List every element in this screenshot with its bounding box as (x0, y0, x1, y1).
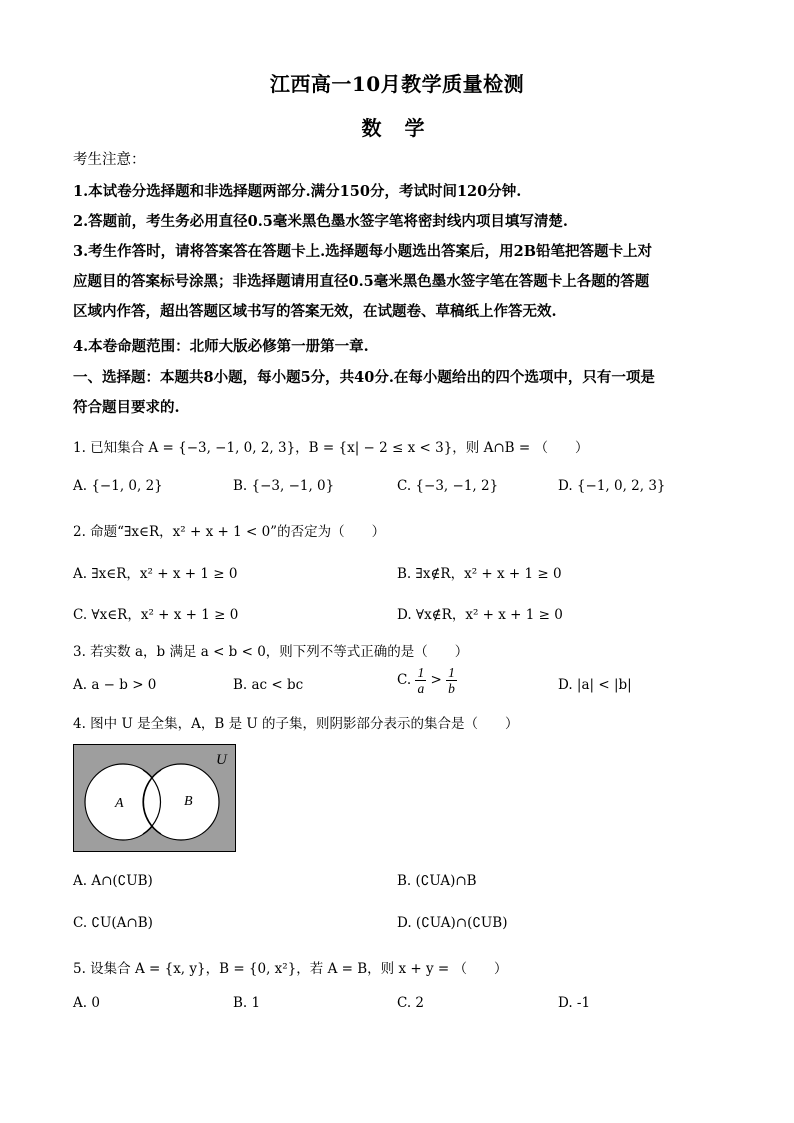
question-4-option-b: B. (∁UA)∩B (397, 873, 477, 889)
question-1-option-c: C. {−3, −1, 2} (397, 478, 499, 494)
question-1-option-a: A. {−1, 0, 2} (73, 478, 163, 494)
question-2-option-c: C. ∀x∈R，x² + x + 1 ≥ 0 (73, 607, 239, 623)
fraction-denominator: b (448, 681, 455, 696)
question-5-option-d: D. -1 (558, 995, 591, 1011)
fraction-one-over-b (446, 665, 457, 696)
question-5-option-b: B. 1 (233, 995, 261, 1011)
question-2-option-b: B. ∃x∉R，x² + x + 1 ≥ 0 (397, 566, 562, 582)
notice-item-3-line-1: 3.考生作答时，请将答案答在答题卡上.选择题每小题选出答案后，用2B铅笔把答题卡上对 (73, 243, 653, 260)
question-4-option-a: A. A∩(∁UB) (73, 873, 153, 889)
notice-item-2: 2.答题前，考生务必用直径0.5毫米黑色墨水签字笔将密封线内项目填写清楚. (73, 213, 568, 230)
venn-label-u: U (216, 752, 227, 768)
question-2-option-a: A. ∃x∈R，x² + x + 1 ≥ 0 (73, 566, 238, 582)
question-2-option-d: D. ∀x∉R，x² + x + 1 ≥ 0 (397, 607, 563, 623)
venn-label-b: B (184, 794, 193, 809)
notice-item-3-line-2: 应题目的答案标号涂黑；非选择题请用直径0.5毫米黑色墨水签字笔在答题卡上各题的答题 (73, 273, 650, 290)
question-4-stem: 4. 图中 U 是全集，A，B 是 U 的子集，则阴影部分表示的集合是（ ） (73, 716, 519, 732)
section-heading-line-2: 符合题目要求的. (73, 399, 180, 416)
question-3-option-c (397, 665, 457, 696)
fraction-numerator: 1 (417, 665, 425, 680)
question-5-stem: 5. 设集合 A = {x, y}，B = {0, x²}，若 A = B，则 x + y = （ ） (73, 961, 508, 977)
question-4-option-c: C. ∁U(A∩B) (73, 915, 153, 931)
fraction-numerator: 1 (448, 665, 455, 680)
fraction-one-over-a (415, 665, 426, 696)
question-1-option-b: B. {−3, −1, 0} (233, 478, 335, 494)
question-5-option-c: C. 2 (397, 995, 425, 1011)
question-5-option-a: A. 0 (73, 995, 100, 1011)
exam-title: 江西高一10月教学质量检测 (269, 72, 525, 96)
venn-diagram (73, 744, 236, 852)
question-1-stem: 1. 已知集合 A = {−3, −1, 0, 2, 3}，B = {x| − 2 ≤ x < 3}，则 A∩B = （ ） (73, 440, 589, 456)
question-4-option-d: D. (∁UA)∩(∁UB) (397, 915, 508, 931)
question-3-option-d: D. |a| < |b| (558, 677, 632, 693)
fraction-denominator: a (417, 681, 425, 696)
notice-heading: 考生注意： (73, 152, 146, 168)
greater-than-sign: > (430, 672, 442, 688)
question-3-option-a: A. a − b > 0 (73, 677, 157, 693)
question-2-stem: 2. 命题“∃x∈R，x² + x + 1 < 0”的否定为（ ） (73, 524, 386, 540)
notice-item-4: 4.本卷命题范围：北师大版必修第一册第一章. (73, 338, 369, 355)
notice-item-3-line-3: 区域内作答，超出答题区域书写的答案无效，在试题卷、草稿纸上作答无效. (73, 303, 557, 320)
venn-label-a: A (115, 796, 124, 811)
question-1-option-d: D. {−1, 0, 2, 3} (558, 478, 666, 494)
question-3-option-c-label: C. (397, 672, 412, 688)
section-heading-line-1: 一、选择题：本题共8小题，每小题5分，共40分.在每小题给出的四个选项中，只有一项是 (73, 369, 655, 386)
question-3-stem: 3. 若实数 a，b 满足 a < b < 0，则下列不等式正确的是（ ） (73, 644, 469, 660)
notice-item-1: 1.本试卷分选择题和非选择题两部分.满分150分，考试时间120分钟. (73, 183, 522, 200)
question-3-option-b: B. ac < bc (233, 677, 304, 693)
exam-subject: 数 学 (361, 116, 433, 140)
